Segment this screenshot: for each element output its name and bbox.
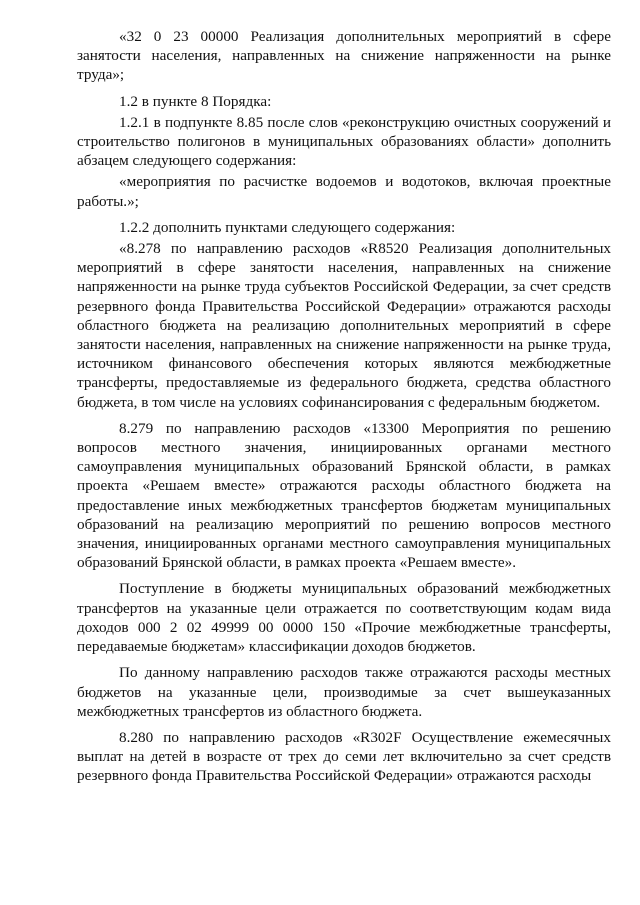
paragraph-8-279: 8.279 по направлению расходов «13300 Мероприятия по решению вопросов местного значения, инициированных органами местного самоуправления муниципальных образований Брянской области, в рамках проекта «Решаем вместе» отражаются расходы областного бюджета на предоставление иных межбюджетных трансфертов бюджетам муниципальных образований на реализацию мероприятий по решению вопросов местного значения, инициированных органами местного самоуправления муниципальных образований Брянской области, в рамках проекта «Решаем вместе».: [77, 419, 611, 572]
paragraph-8-280: 8.280 по направлению расходов «R302F Осуществление ежемесячных выплат на детей в возрасте от трех до семи лет включительно за счет средств резервного фонда Правительства Российской Федерации» отражаются расходы: [77, 728, 611, 785]
paragraph-new-text-8-85: «мероприятия по расчистке водоемов и водотоков, включая проектные работы.»;: [77, 173, 611, 210]
document-page: [77, 27, 611, 789]
paragraph-item-1-2-1: 1.2.1 в подпункте 8.85 после слов «реконструкцию очистных сооружений и строительство полигонов в муниципальных образованиях области» дополнить абзацем следующего содержания:: [77, 113, 611, 170]
paragraph-item-1-2-2: 1.2.2 дополнить пунктами следующего содержания:: [119, 218, 456, 236]
paragraph-target-item-name: «32 0 23 00000 Реализация дополнительных мероприятий в сфере занятости населения, направленных на снижение напряженности на рынке труда»;: [77, 28, 611, 84]
paragraph-item-1-2: 1.2 в пункте 8 Порядка:: [119, 92, 272, 110]
paragraph-8-278: «8.278 по направлению расходов «R8520 Реализация дополнительных мероприятий в сфере занятости населения, направленных на снижение напряженности на рынке труда субъектов Российской Федерации, за счет средств резервного фонда Правительства Российской Федерации» отражаются расходы областного бюджета на реализацию дополнительных мероприятий в сфере занятости населения, направленных на снижение напряженности на рынке труда, источником финансового обеспечения которых являются межбюджетные трансферты, предоставляемые из федерального бюджета, средства областного бюджета, в том числе на условиях софинансирования с федеральным бюджетом.: [77, 240, 611, 411]
paragraph-local-budget-expenses: По данному направлению расходов также отражаются расходы местных бюджетов на указанные цели, производимые за счет вышеуказанных межбюджетных трансфертов из областного бюджета.: [77, 664, 611, 720]
paragraph-income-receipt: Поступление в бюджеты муниципальных образований межбюджетных трансфертов на указанные цели отражается по соответствующим кодам вида доходов 000 2 02 49999 00 0000 150 «Прочие межбюджетные трансферты, передаваемые бюджетам» классификации доходов бюджетов.: [77, 580, 611, 656]
